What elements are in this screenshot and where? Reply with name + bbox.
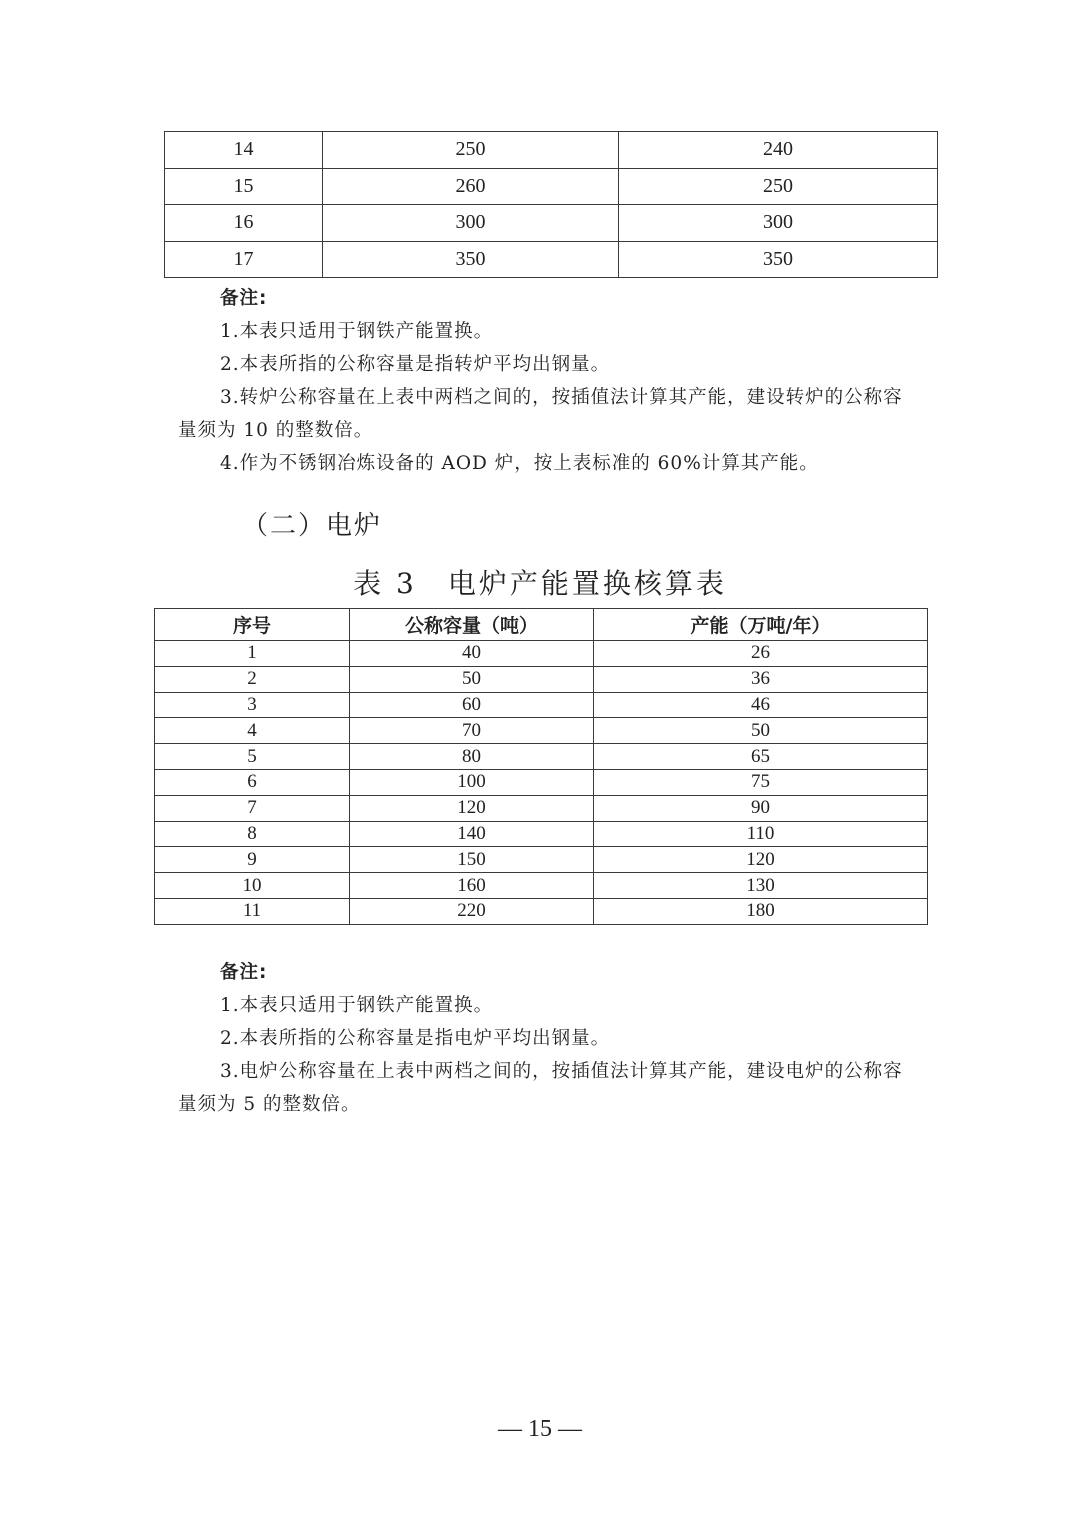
table-cell-capacity: 220 xyxy=(350,898,594,924)
notes-electric-furnace xyxy=(178,956,918,1121)
table-row xyxy=(155,666,928,692)
table-cell-capacity: 300 xyxy=(323,205,619,242)
note-item: 4.作为不锈钢冶炼设备的 AOD 炉，按上表标准的 60%计算其产能。 xyxy=(220,453,819,474)
table-cell-index: 4 xyxy=(155,718,350,744)
note-item: 3.电炉公称容量在上表中两档之间的，按插值法计算其产能，建设电炉的公称容量须为 5 的整数倍。 xyxy=(178,1061,903,1115)
section-heading: （二）电炉 xyxy=(242,511,383,541)
column-header-capacity: 公称容量（吨） xyxy=(350,609,594,641)
table-cell-index: 8 xyxy=(155,821,350,847)
table-cell-capacity: 100 xyxy=(350,769,594,795)
table-cell-output: 250 xyxy=(619,168,938,205)
table-row xyxy=(155,718,928,744)
table-cell-index: 17 xyxy=(165,241,323,278)
table-cell-capacity: 260 xyxy=(323,168,619,205)
table-cell-capacity: 140 xyxy=(350,821,594,847)
page-number: — 15 — xyxy=(498,1416,582,1442)
note-item: 3.转炉公称容量在上表中两档之间的，按插值法计算其产能，建设转炉的公称容量须为 10 的整数倍。 xyxy=(178,387,903,441)
table-cell-capacity: 250 xyxy=(323,132,619,169)
table-cell-capacity: 150 xyxy=(350,847,594,873)
note-item: 2.本表所指的公称容量是指电炉平均出钢量。 xyxy=(220,1028,611,1049)
table-row xyxy=(165,205,938,242)
table-row xyxy=(165,168,938,205)
table-cell-output: 90 xyxy=(594,795,928,821)
table-row xyxy=(165,241,938,278)
table-cell-capacity: 40 xyxy=(350,641,594,667)
table-cell-index: 6 xyxy=(155,769,350,795)
table-cell-index: 15 xyxy=(165,168,323,205)
electric-furnace-capacity-table xyxy=(154,608,928,925)
table-cell-index: 3 xyxy=(155,692,350,718)
table-cell-index: 1 xyxy=(155,641,350,667)
table-cell-index: 5 xyxy=(155,744,350,770)
note-item: 1.本表只适用于钢铁产能置换。 xyxy=(220,995,494,1016)
table-cell-index: 14 xyxy=(165,132,323,169)
notes-converter xyxy=(178,282,918,480)
note-item: 2.本表所指的公称容量是指转炉平均出钢量。 xyxy=(220,354,611,375)
table-row xyxy=(155,898,928,924)
table-cell-index: 11 xyxy=(155,898,350,924)
table-row xyxy=(165,132,938,169)
table-cell-index: 2 xyxy=(155,666,350,692)
column-header-index: 序号 xyxy=(155,609,350,641)
table-cell-index: 16 xyxy=(165,205,323,242)
table-cell-capacity: 160 xyxy=(350,873,594,899)
table-cell-output: 130 xyxy=(594,873,928,899)
table-cell-output: 240 xyxy=(619,132,938,169)
table-row xyxy=(155,821,928,847)
note-item: 1.本表只适用于钢铁产能置换。 xyxy=(220,321,494,342)
table-cell-index: 7 xyxy=(155,795,350,821)
table-cell-output: 110 xyxy=(594,821,928,847)
column-header-output: 产能（万吨/年） xyxy=(594,609,928,641)
table-cell-capacity: 70 xyxy=(350,718,594,744)
converter-capacity-table-continued xyxy=(164,131,938,278)
table-cell-index: 10 xyxy=(155,873,350,899)
table-row xyxy=(155,795,928,821)
table-row xyxy=(155,769,928,795)
table-row xyxy=(155,873,928,899)
table-row xyxy=(155,641,928,667)
table-cell-output: 300 xyxy=(619,205,938,242)
table-cell-output: 36 xyxy=(594,666,928,692)
notes-title: 备注: xyxy=(220,962,268,983)
table-cell-output: 26 xyxy=(594,641,928,667)
table-cell-output: 75 xyxy=(594,769,928,795)
table-cell-capacity: 350 xyxy=(323,241,619,278)
table-cell-capacity: 120 xyxy=(350,795,594,821)
table-row xyxy=(155,847,928,873)
table-cell-output: 180 xyxy=(594,898,928,924)
notes-title: 备注: xyxy=(220,288,268,309)
table-cell-output: 46 xyxy=(594,692,928,718)
table-cell-capacity: 80 xyxy=(350,744,594,770)
table-cell-capacity: 60 xyxy=(350,692,594,718)
table-row xyxy=(155,744,928,770)
table-cell-output: 65 xyxy=(594,744,928,770)
table-cell-index: 9 xyxy=(155,847,350,873)
table-title: 表 3 电炉产能置换核算表 xyxy=(353,567,727,600)
table-header-row xyxy=(155,609,928,641)
table-cell-output: 120 xyxy=(594,847,928,873)
table-row xyxy=(155,692,928,718)
table-cell-output: 50 xyxy=(594,718,928,744)
table-cell-output: 350 xyxy=(619,241,938,278)
table-cell-capacity: 50 xyxy=(350,666,594,692)
